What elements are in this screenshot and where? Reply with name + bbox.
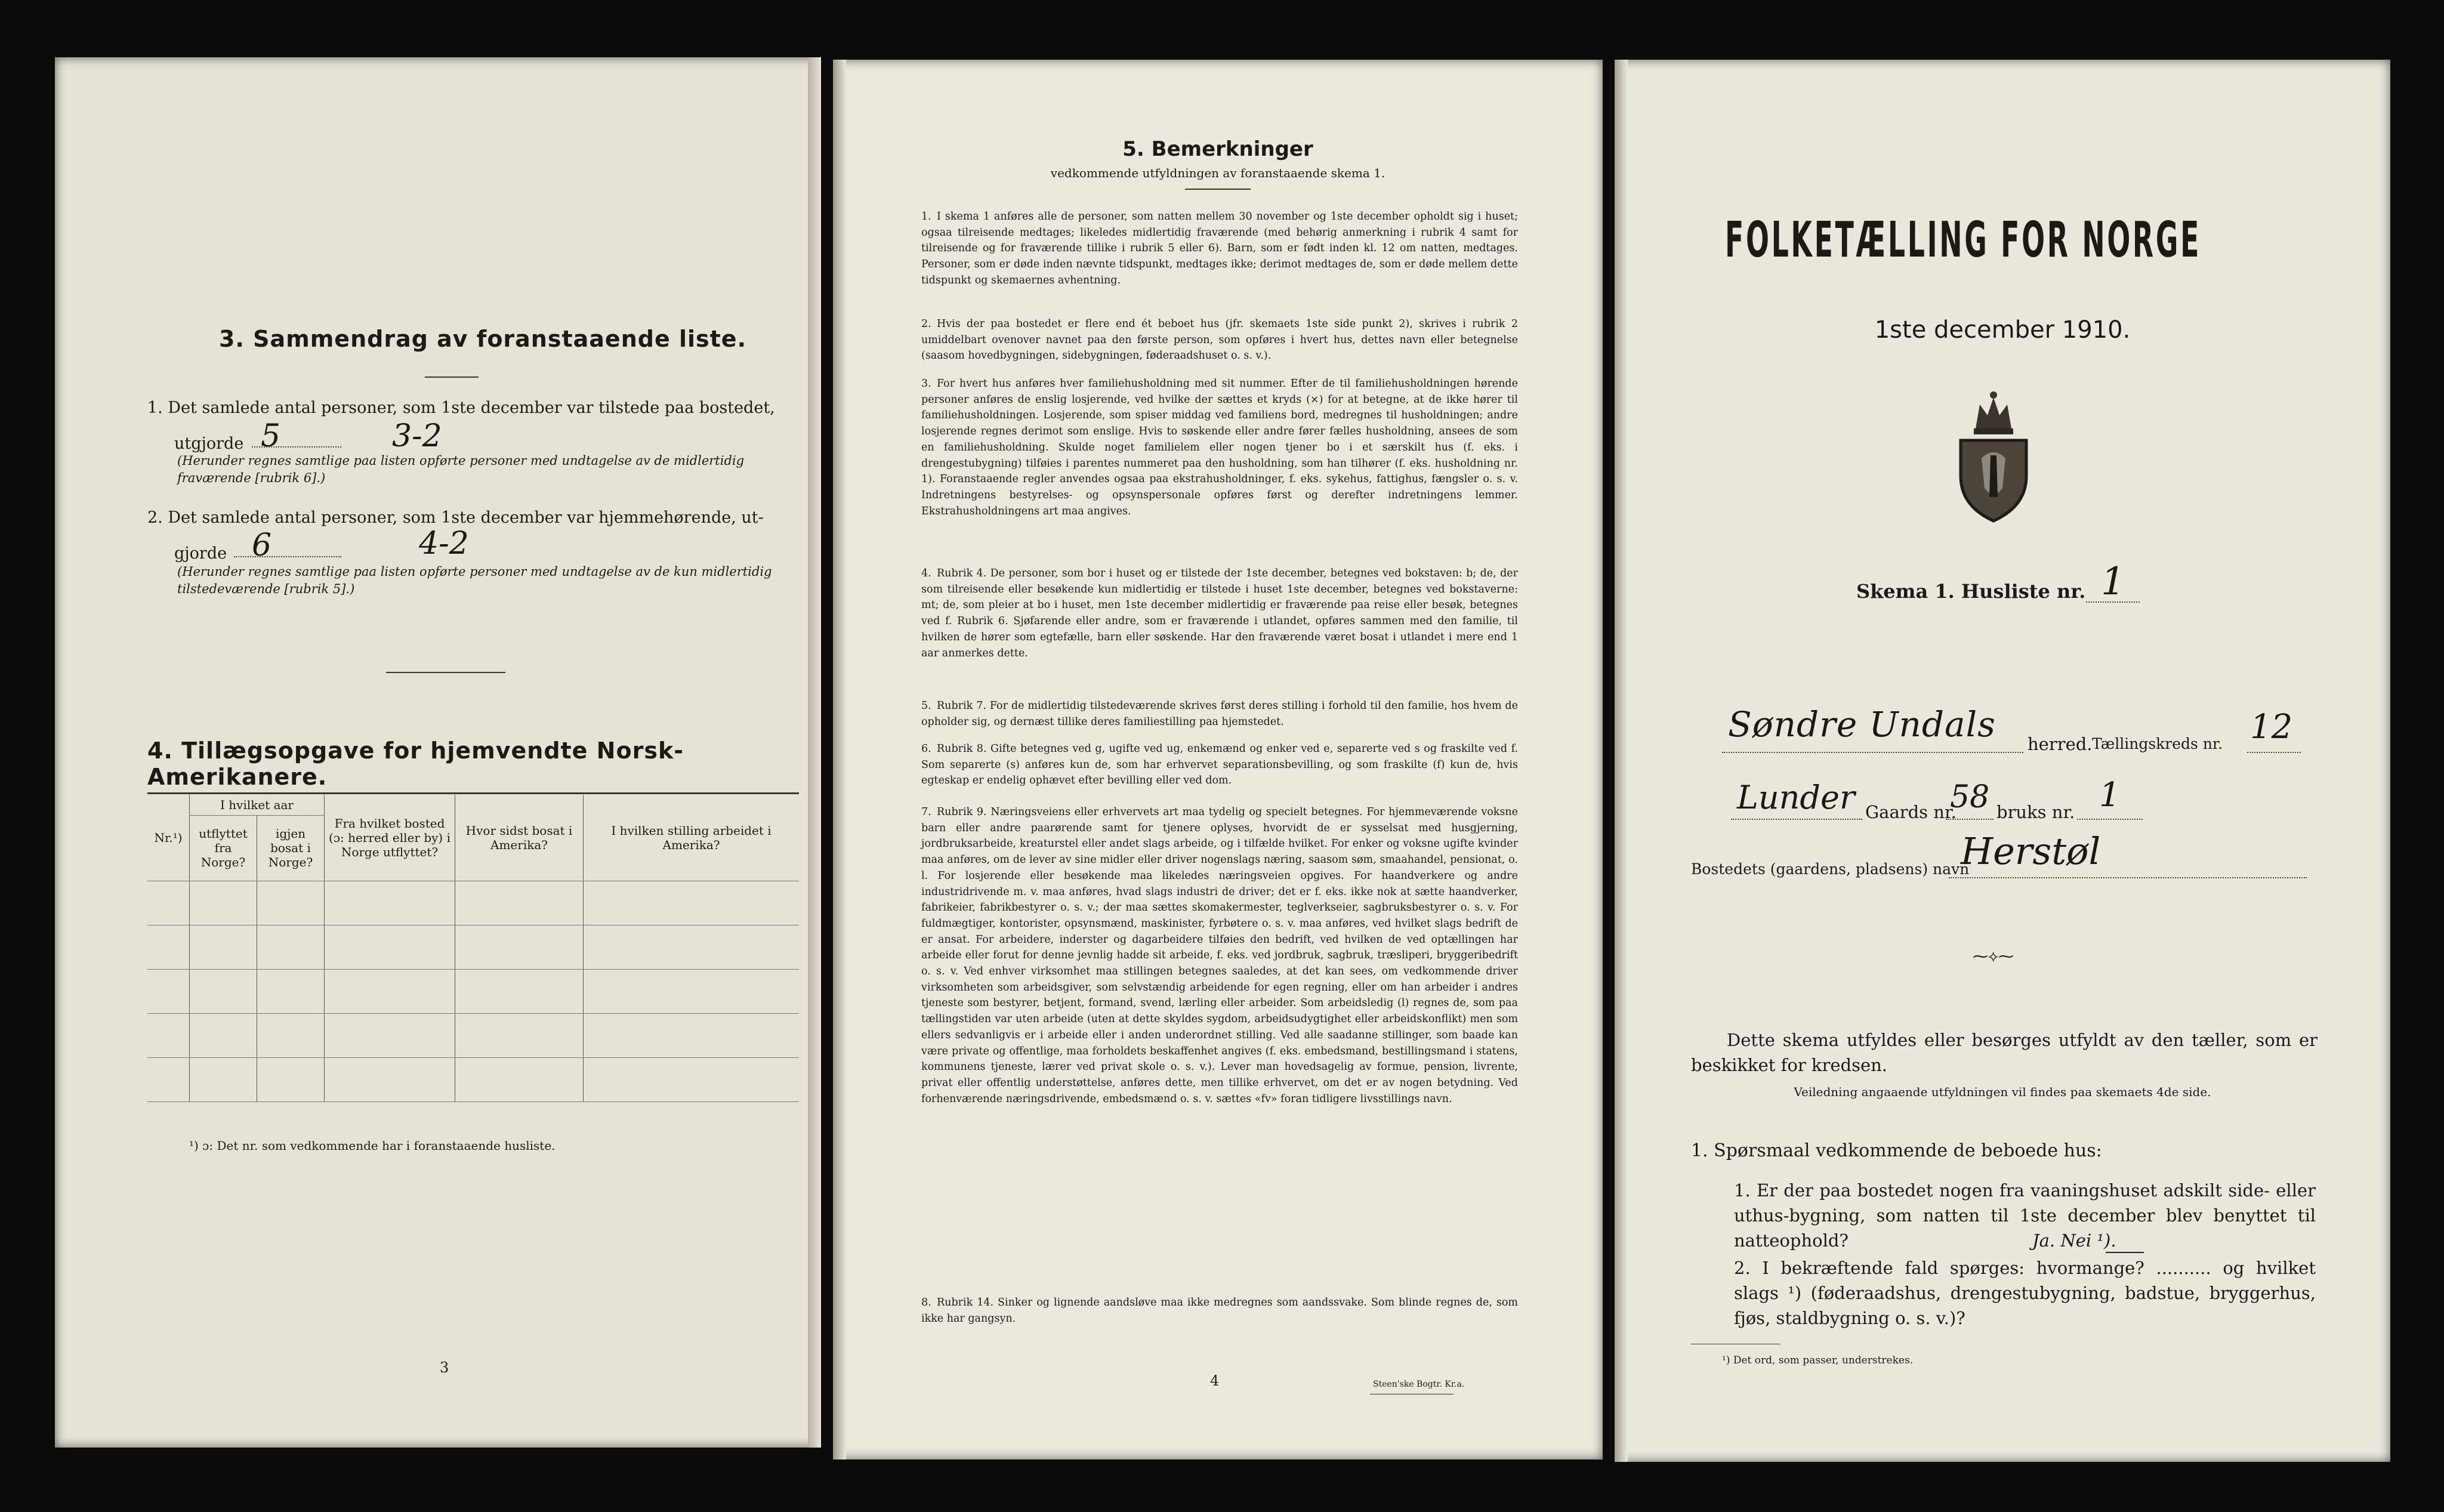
table-header-stilling: I hvilken stilling arbeidet i Amerika? [584,795,800,881]
table-row [147,969,799,1013]
answer-underline [2106,1252,2144,1253]
intro-text: Dette skema utfyldes eller besørges utfyldt av den tæller, som er beskikket for kredsen. [1691,1030,2318,1075]
remark-2: 2. Hvis der paa bostedet er flere end ét beboet hus (jfr. skemaets 1ste side punkt 2), skrives i rubrik 2 umiddelbart ovenover navnet paa den første person, som opføres i hvert hus, dettes navn eller betegnelse (saasom hovedbygningen, sidebygningen, føderaadshuset o. s. v.). [921,318,1518,362]
summary-item-1: 1. Det samlede antal personer, som 1ste december var tilstede paa bostedet, [147,399,775,417]
remarks-title: 5. Bemerkninger [1122,137,1313,161]
fill-line [1946,819,1994,820]
summary-item-2-label: gjorde [174,544,227,563]
question-1-1-answer: Ja. Nei ¹). [2032,1230,2116,1251]
table-header-nr: Nr.¹) [147,795,190,881]
coat-of-arms-icon [1949,387,2038,524]
remark-7: 7. Rubrik 9. Næringsveiens eller erhvervets art maa tydelig og specielt betegnes. For hjemmeværende voksne barn eller andre paarørende samt for tjenere oplyses, hvorvidt de er sysselsat med husgjerning, jordbruksarbeide, kreaturstel eller andet slags arbeide, og i tilfælde hvilket. For enker og voksne ugifte kvinder maa anføres, om de lever av sine midler eller driver nogenslags næring, saasom søm, smaahandel, pensionat, o. l. For losjerende eller besøkende maa likeledes næringsveien opgives. For haandverkere og andre industridrivende m. v. maa anføres, hvad slags industri de driver; det er f. eks. ikke nok at sætte haandverker, fabrikeier, fabrikbestyrer o. s. v.; der maa sættes skomakermester, teglverkseier, sagbruksbestyrer o. s. v. For fuldmægtiger, kontorister, opsynsmænd, maskinister, fyrbøtere o. s. v. maa anføres, ved hvilket slags bedrift de er ansat. For arbeidere, inderster og dagarbeidere tilføies den bedrift, ved hvilken de ved optællingen har arbeide eller forut for denne jevnlig hadde sit arbeide, f. eks. ved jordbruk, sagbruk, træsliperi, bryggeribedrift o. s. v. Ved enhver virksomhet maa stillingen betegnes saaledes, at det kan sees, om vedkommende driver virksomheten som arbeidsgiver, som selvstændig arbeidende for egen regning, eller om han arbeider i andres tjeneste som bestyrer, betjent, formand, svend, lærling eller arbeider. Som arbeidsledig (l) regnes de, som paa tællingstiden var uten arbeide (uten at dette skyldes sygdom, arbeidsudygtighet eller arbeidskonflikt) men som ellers sedvanligvis er i arbeide eller i anden underordnet stilling. Ved alle saadanne stillinger, som baade kan være private og offentlige, maa forholdets beskaffenhet angives (f. eks. embedsmand, bestillingsmand i statens, kommunens tjeneste, lærer ved privat skole o. s. v.). Lever man hovedsagelig av formue, pension, livrente, privat eller offentlig understøttelse, anføres dette, men tillike erhvervet, om det er av nogen betydning. Ved forhenværende næringsdrivende, embedsmænd o. s. v. sættes «fv» foran tidligere livsstillings navn. [921,806,1518,1105]
table-header-utflyttet: utflyttet fra Norge? [190,815,257,881]
resident-count: 6 [252,527,272,563]
section-3-title: 3. Sammendrag av foranstaaende liste. [219,326,747,352]
bosted-label: Bostedets (gaardens, pladsens) navn [1691,860,1970,878]
summary-item-2: 2. Det samlede antal personer, som 1ste december var hjemmehørende, ut- [147,508,764,527]
resident-breakdown: 4-2 [419,526,469,561]
census-date: 1ste december 1910. [1874,316,2131,344]
summary-item-1-note: (Herunder regnes samtlige paa listen opførte personer med undtagelse av de midlertidig fraværende [rubrik 6].) [177,453,745,485]
remark-3: 3. For hvert hus anføres hver familiehusholdning med sit nummer. Efter de til familiehusholdningen hørende personer anføres de enslig losjerende, ved hvilke der sættes et kryds (×) for at betegne, at de ikke hører til familiehusholdningen. Losjerende, som spiser middag ved familiens bord, medregnes til husholdningen; andre losjerende regnes derimot som enslige. Hvis to søskende eller andre fører fælles husholdning, ansees de som en familiehusholdning. Skulde noget familielem eller nogen tjener bo i et særskilt hus (f. eks. i drengestubygning) tilføies i parentes nummeret paa den husholdning, som han tilhører (f. eks. husholdning nr. 1). Foranstaaende regler anvendes ogsaa paa ekstrahusholdninger, f. eks. sykehus, fattighus, fængsler o. s. v. Indretningens bestyrelses- og opsynspersonale opføres først og derefter indretningens lemmer. Ekstrahusholdningens art maa angives. [921,378,1518,517]
table-top-rule [147,792,799,794]
divider [425,377,479,378]
remark-5: 5. Rubrik 7. For de midlertidig tilstedeværende skrives først deres stilling i forhold til den familie, hos hvem de opholder sig, og dernæst tillike deres familiestilling paa hjemstedet. [921,700,1518,728]
intro-note: Veiledning angaaende utfyldningen vil findes paa skemaets 4de side. [1794,1085,2211,1099]
question-1-1: 1. Er der paa bostedet nogen fra vaaningshuset adskilt side- eller uthus-bygning, som natten til 1ste december blev benyttet til natteophold? [1734,1180,2316,1251]
kreds-label: Tællingskreds nr. [2092,735,2223,752]
summary-item-1-label: utgjorde [174,434,244,453]
printer-mark: Steen'ske Bogtr. Kr.a. [1373,1380,1465,1389]
page-fold [1615,60,1628,1462]
present-count: 5 [261,418,281,454]
fill-line [234,556,341,557]
remark-8: 8. Rubrik 14. Sinker og lignende aandsløve maa ikke medregnes som aandssvake. Som blinde regnes de, som ikke har gangsyn. [921,1297,1518,1325]
fill-line [1731,819,1862,820]
fill-line [2077,819,2143,820]
remark-4: 4. Rubrik 4. De personer, som bor i huset og er tilstede der 1ste december, betegnes ved bokstaven: b; de, der som tilreisende eller besøkende kun midlertidig er tilstede i huset 1ste december, betegnes ved bokstaverne: mt; de, som pleier at bo i huset, men 1ste december midlertidig er fraværende paa reise eller besøk, betegnes ved f. Rubrik 6. Sjøfarende eller andre, som er fraværende i utlandet, opføres sammen med den familie, til hvilken de hører som egtefælle, barn eller søskende. Har den fraværende været bosat i utlandet i mere end 1 aar anmerkes dette. [921,567,1518,659]
divider [386,672,505,673]
fill-line [1722,752,2023,753]
ornament-icon: ⁓⟡⁓ [1973,948,2014,965]
page-fold [833,60,846,1459]
gaards-number: 58 [1950,779,1990,815]
skema-label: Skema 1. Husliste nr. [1856,580,2086,603]
fill-line [2247,752,2301,753]
divider [1185,189,1251,190]
herred-label: herred. [2028,734,2093,754]
bosted-name: Herstøl [1961,829,2101,873]
bruks-label: bruks nr. [1996,802,2075,822]
herred-name: Søndre Undals [1728,704,1996,745]
table-header-amerika: Hvor sidst bosat i Amerika? [455,795,584,881]
middle-page [833,60,1603,1459]
question-1-title: 1. Spørsmaal vedkommende de beboede hus: [1691,1140,2102,1161]
husliste-number: 1 [2101,560,2125,604]
fill-line [1949,877,2307,878]
question-1-2: 2. I bekræftende fald spørges: hvormange? .......... og hvilket slags ¹) (føderaadshus, drengestubygning, badstue, bryggerhus, fjøs, staldbygning o. s. v.)? [1734,1258,2316,1328]
table-row [147,925,799,969]
right-page [1615,60,2390,1462]
summary-item-2-note: (Herunder regnes samtlige paa listen opførte personer med undtagelse av de kun midlertidig tilstedeværende [rubrik 5].) [177,564,772,596]
table-row [147,881,799,925]
norsk-amerikanere-table [147,795,799,1102]
remark-1: 1. I skema 1 anføres alle de personer, som natten mellem 30 november og 1ste december opholdt sig i huset; ogsaa tilreisende medtages; likeledes midlertidig fraværende (med behørig anmerkning i rubrik 4 samt for tilreisende og for fraværende tillike i rubrik 5 eller 6). Barn, som er født inden kl. 12 om natten, medtages. Personer, som er døde inden nævnte tidspunkt, medtages ikke; derimot medtages de, som er døde mellem dette tidspunkt og skemaernes avhentning. [921,211,1518,286]
gaards-label: Gaards nr. [1865,802,1957,822]
table-header-group: I hvilket aar [190,795,325,815]
remarks-subtitle: vedkommende utfyldningen av foranstaaende skema 1. [1050,166,1385,180]
present-breakdown: 3-2 [392,418,442,454]
page-number: 4 [1210,1372,1220,1389]
remark-6: 6. Rubrik 8. Gifte betegnes ved g, ugifte ved ug, enkemænd og enker ved e, separerte ved s og fraskilte ved f. Som separerte (s) anføres kun de, som har erhvervet separationsbevilling, og som fraskilte (f) kun de, hvis egteskap er endelig ophævet efter bevilling eller ved dom. [921,743,1518,787]
table-header-bosted: Fra hvilket bosted (ɔ: herred eller by) i Norge utflyttet? [325,795,455,881]
table-row [147,1057,799,1101]
table-row [147,1013,799,1057]
census-title: FOLKETÆLLING FOR NORGE [1725,212,2202,269]
table-header-bosat: igjen bosat i Norge? [257,815,325,881]
table-footnote: ¹) ɔ: Det nr. som vedkommende har i foranstaaende husliste. [189,1138,556,1153]
footnote: ¹) Det ord, som passer, understrekes. [1722,1354,1914,1366]
bruks-number: 1 [2099,776,2121,814]
page-number: 3 [440,1359,449,1376]
gaard-name: Lunder [1737,779,1855,816]
left-page [55,57,821,1448]
kreds-number: 12 [2250,708,2293,746]
section-4-title: 4. Tillægsopgave for hjemvendte Norsk-Amerikanere. [147,738,684,790]
